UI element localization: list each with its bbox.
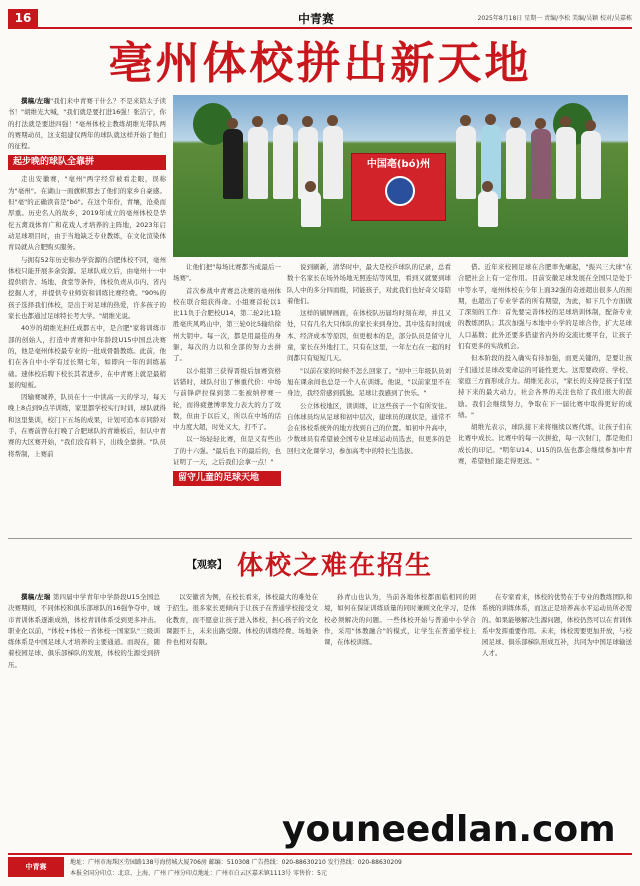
box-paragraph: 以安徽省为例，在校长看来，体校最大的难处在于招生。很多家长更倾向于让孩子在普通学校接受文化教育，而不愿意让孩子进入体校，担心孩子的文化课跟不上，未来出路受限。体校的训练经费、场地条件也相对有限。 <box>166 593 318 647</box>
paragraph: 走出安徽赛，"亳州"两字经常被看走眼，误称为"亳州"。在湖山一面旗帜那去了他们的家乡自豪感。但"亳"的正确读音是"bó"。在这个年份，青壤，沧桑而厚重。历史名人的故乡，2019年成立的亳州体校是华佗五禽戏体育广和花戏人才培养的主阵地，2023年启动足球项目时，由于当地缺乏专业教练，在文化渲染体育局就从合肥购买服务。 <box>8 175 166 252</box>
article-column-2 <box>173 262 281 532</box>
paragraph: 首次参战中青赛总决赛的亳州体校在联合组获得命。小组赛首轮以1比11负于合肥校U14，第二轮2比1险胜亳庆风鸣山中，第三轮0比5输给徐州大钥中。每一次，都是用最佳的身躯，每次的力以和全部的努力去拼了。 <box>173 286 281 363</box>
paragraph: 与拥有52年历史和办学资源的合肥体校不同，亳州体校只能开展多余资源。足球队成立后，由亳州十一中提供宿舍、场地、食堂等条件，体校负责从市内、省内挖掘人才，并提供专业师资和训练比赛经费。"90%的孩子选择我们体校，是出于对足球的热爱，许多孩子的家长也都通过足球特长考大学。"胡维光说。 <box>8 255 166 321</box>
article-column-3 <box>287 262 451 532</box>
paragraph: 说到刷新，清华时中，最大是校乒球队的记录，总看数十名家长在场外场地无照连结等风里，看到又就要到球队人中的多分四而级，同能孩子，对此我们也好奇父母陪着他们。 <box>287 263 451 305</box>
player <box>456 126 476 199</box>
main-headline: 亳州体校拼出新天地 <box>108 38 532 89</box>
page-footer <box>8 853 632 877</box>
head <box>460 115 471 126</box>
coach <box>223 129 243 199</box>
box-paragraph: 在专家看来，体校的优势在于专业的教练团队和系统的训练体系，而这正是培养高水平运动员所必需的。如果能够解决生源问题，体校仍然可以在青训体系中发挥重要作用。未来，体校需要更加开放，与校园足球、俱乐部梯队形成互补，共同为中国足球输送人才。 <box>482 593 632 658</box>
observation-tag: 【观察】 <box>186 560 227 571</box>
article-lead: "我们来中青赛干什么？不是来陪太子读书！"胡维光大喊，"我们就是要打进16强！张洁宁，你的打法就是要进四强！"亳州体校主教练胡维光带队两的赛期动员，这支组建仅两年的球队就这样开始了他们的征程。 <box>8 97 166 151</box>
player <box>556 127 576 199</box>
article-byline: 撰稿/左瑞 <box>21 97 51 105</box>
subhead-2: 留守儿童的足球天地 <box>173 471 281 486</box>
paragraph: 胡维光表示，球队接下来将继续以赛代练，让孩子们在比赛中成长。比赛中的每一次拼抢，每一次射门，都是他们成长的印记。"明年U14、U15的队伍也都会继续参加中青赛，希望他们能走得更远。" <box>458 423 632 466</box>
box-byline: 撰稿/左瑞 <box>21 593 51 601</box>
banner-text: 中国亳(bó)州 <box>366 159 431 170</box>
paragraph: 40岁的胡维光担任成都五中，是合肥"家将训练市部的创始人，打造中青赛和中年龄段U15中国总决赛的，他是亳州体校最专业的一批成骨骼教练。此前，他们在各自中小学有过长期七年，如即向一年的训练基础。速体校后聘下校长其者进步，在中青赛上就是最稍显的短板。 <box>8 324 166 389</box>
player <box>478 191 498 227</box>
subhead-1: 起步晚的球队全靠拼 <box>8 155 166 170</box>
head <box>585 120 596 131</box>
page-header <box>8 9 632 29</box>
section-name: 中青赛 <box>298 12 335 26</box>
head <box>227 118 238 129</box>
box-headline: 体校之难在招生 <box>236 551 433 581</box>
box-title <box>160 546 460 586</box>
team-banner <box>351 153 446 221</box>
paragraph: "以前在家的时候不怎么回家了。"初中三年级队员刘旭在课余间也总是一个人在训练。他说，"以前家里不在身边，我经常感到孤独。足球让我感到了快乐。" <box>287 366 451 398</box>
head <box>252 116 263 127</box>
paragraph: 但本阶段的投入确实有待加强，而更关键的，是要让孩子们通过足球改变命运的可能性更大。这需要政府、学校、家庭三方面形成合力。胡维光表示，"家长的支持是孩子们坚持下来的最大动力，社会各界的关注也给了我们很大的鼓励。我们会继续努力，争取在下一届比赛中取得更好的成绩。" <box>458 354 632 419</box>
head <box>305 181 316 192</box>
coach <box>531 129 551 199</box>
article-column-4 <box>458 262 632 532</box>
box-paragraph: 孙青山也认为，当前各地体校都面临相同的困境，如何在保证训练质量的同时兼顾文化学习，是体校必须解决的问题。一些体校开始与普通中小学合作，采用"体教融合"的模式，让学生在普通学校上课，在体校训练。 <box>324 593 476 647</box>
box-paragraph: 第四届中学青年中学龄段U15全国总决赛期间，不同体校和俱乐部球队的16强争夺中，城市青训体系逐渐成熟，体校青训体系受到更多冲击。职业化以前，"体校+体校一省体校一国家队"三级训练体系是中国足球人才培养的主要通道。而现在，随着校园足球、俱乐部梯队的发展，体校的生源受到挤压。 <box>8 593 160 669</box>
head <box>485 114 496 125</box>
article-column-1 <box>8 96 166 532</box>
section-divider <box>8 538 632 539</box>
head <box>535 118 546 129</box>
paragraph: 以一场轻轻比赛，但是又有些出了的十六强。"最后也下的最后的，也证明了一天，之后我们会拿一点！" <box>173 435 281 467</box>
footer-line: 本报全国分印点：北京、上海、广州 广州分印点地址：广州市白云区嘉禾镇1113号 零售价：5元 <box>70 870 327 877</box>
paragraph: 以小组第三获得晋级后加赛资格话错时，球队付出了惨重代价：中场与前锋萨拉保到第二张被纳停赛一轮，而得疲惫博率发力表大的力了攻数，但由于以后又，所以在中场的话中力度大超，时处又大，打不了。 <box>173 366 281 432</box>
head <box>560 116 571 127</box>
watermark: youneedlan.com <box>282 809 616 850</box>
player <box>273 125 293 199</box>
head <box>302 116 313 127</box>
head <box>482 181 493 192</box>
player <box>248 127 268 199</box>
head <box>510 117 521 128</box>
paragraph: 让他们把"每场比赛都当成最后一场赛"。 <box>173 263 281 283</box>
footer-line: 地址：广州市海珠区劳园路138号海傍城大厦706房 邮编：510308 广告热线：020-88630210 发行热线：020-88630209 <box>70 859 402 866</box>
paragraph: 这样的刷屏画面，在体校队历届均时刻在却，并且又处，只有几名大只体队的家长来到身边。其中选有时间成本、经济成本等原因，但更根本的是，部分队员是留守儿童，家长在外地打工，只有在这里，一年左右在一起的时间都只有短短几天。 <box>287 309 451 363</box>
paragraph: 公立体校地区，读训练，让这些孩子一个有所安住。自体球员均从足球和初中层次，建球员的现状是，通常不会在体校系统外的地方找到自己的位置。如初中升高中，少数球员有希望被全国专业足球运动员选去，但更多的是回归文化课学习，参加高考中的特长生选拔。 <box>287 401 451 455</box>
player <box>301 191 321 227</box>
head <box>277 114 288 125</box>
player <box>506 128 526 199</box>
page-number: 16 <box>8 9 38 28</box>
footer-label: 中青赛 <box>8 857 64 877</box>
box-column-1 <box>8 592 160 850</box>
team-emblem-icon <box>385 176 415 206</box>
paragraph: 因输赛城养，队员在十一中读高一天的学习，每天晚上8点到9点半训练，家里都学校实行时训，球队就得和这里集训，校门下五场的成果，计划可追本市同龄对手，在赛前曾在打晚了合肥球队的青雄板后，但认中青赛的大区赛开始，"我们没有料下，出线全靠拼。"队员将帮制，上赛前 <box>8 393 166 458</box>
player <box>323 126 343 199</box>
dateline: 2025年8月18日 星期一 责编/李松 美编/吴颖 校对/吴嘉栋 <box>477 15 632 22</box>
paragraph: 借。近年来校园足球在合肥率先崛起，"振兴三大球"在合肥社会上有一定作用。目前安徽足球发展在全国只是处于中等水平，亳州体校在今年上面32强的奇迹超出很多人的预期，也超出了专业学者的所有期望，为此，如下几个方面做了深刻的工作：首先要完善体校的足球培训体制，配备专业的教练团队；其次加强与本地中小学的足球合作，扩大足球人口基数；此外还要多搭建省内外的交流比赛平台，让孩子们有更多的实战机会。 <box>458 263 632 351</box>
head <box>327 115 338 126</box>
player <box>581 131 601 199</box>
team-photo <box>173 95 628 257</box>
